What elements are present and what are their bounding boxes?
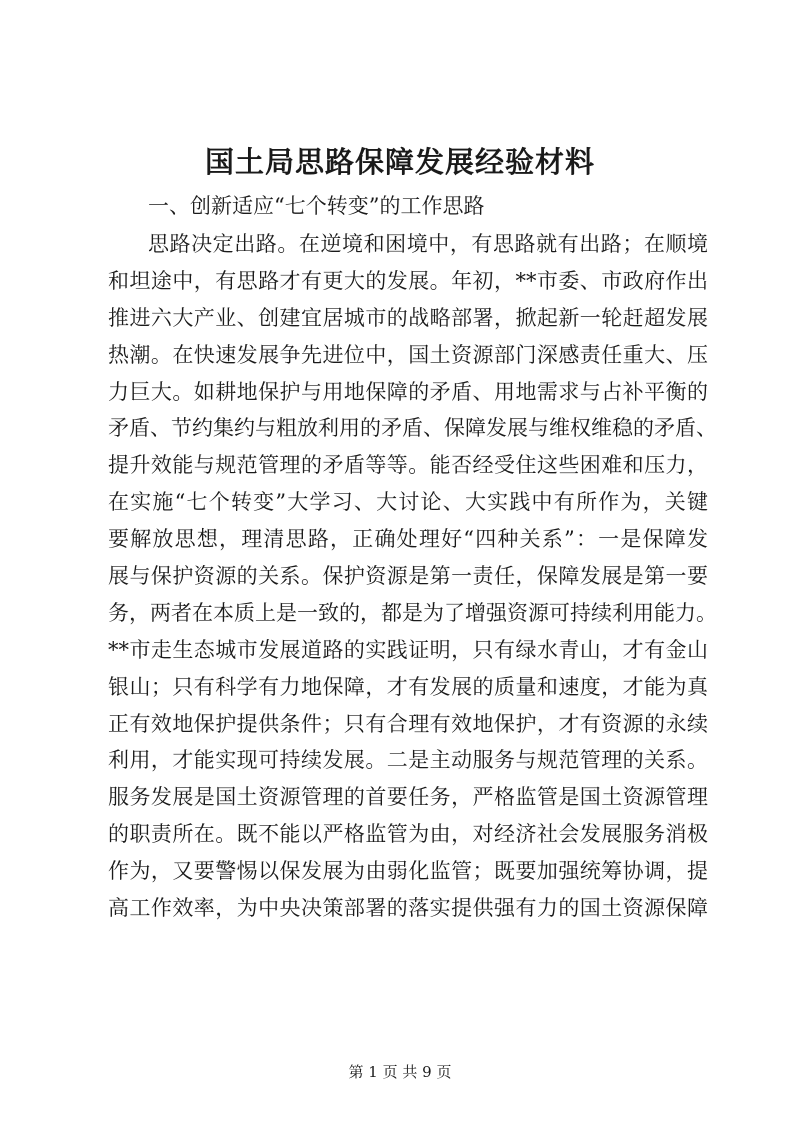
body-line: 银山；只有科学有力地保障，才有发展的质量和速度，才能为真 — [108, 674, 708, 699]
body-line: 正有效地保护提供条件；只有合理有效地保护，才有资源的永续 — [108, 711, 708, 736]
body-line: 力巨大。如耕地保护与用地保障的矛盾、用地需求与占补平衡的 — [108, 379, 708, 404]
document-title: 国土局思路保障发展经验材料 — [204, 145, 595, 179]
body-line: 服务发展是国土资源管理的首要任务，严格监管是国土资源管理 — [108, 785, 708, 810]
body-line: 和坦途中，有思路才有更大的发展。年初，**市委、市政府作出 — [108, 268, 708, 293]
section-heading: 一、创新适应“七个转变”的工作思路 — [148, 194, 485, 218]
body-line: 提升效能与规范管理的矛盾等等。能否经受住这些困难和压力， — [108, 453, 708, 478]
body-line: 作为，又要警惕以保发展为由弱化监管；既要加强统筹协调，提 — [108, 859, 708, 884]
body-line: 务，两者在本质上是一致的，都是为了增强资源可持续利用能力。 — [108, 600, 717, 625]
body-line: 的职责所在。既不能以严格监管为由，对经济社会发展服务消极 — [108, 822, 708, 847]
body-line: 展与保护资源的关系。保护资源是第一责任，保障发展是第一要 — [108, 564, 708, 589]
body-line: 热潮。在快速发展争先进位中，国土资源部门深感责任重大、压 — [108, 342, 708, 367]
body-line: 在实施“七个转变”大学习、大讨论、大实践中有所作为，关键 — [108, 490, 708, 515]
page-footer: 第 1 页 共 9 页 — [348, 1063, 452, 1081]
body-text — [108, 226, 717, 927]
body-line: 思路决定出路。在逆境和困境中，有思路就有出路；在顺境 — [148, 232, 708, 256]
body-line: 要解放思想，理清思路，正确处理好“四种关系”：一是保障发 — [108, 527, 708, 552]
body-line: **市走生态城市发展道路的实践证明，只有绿水青山，才有金山 — [108, 637, 708, 662]
body-line: 利用，才能实现可持续发展。二是主动服务与规范管理的关系。 — [108, 748, 708, 773]
body-line: 高工作效率，为中央决策部署的落实提供强有力的国土资源保障 — [108, 896, 708, 921]
body-line: 矛盾、节约集约与粗放利用的矛盾、保障发展与维权维稳的矛盾、 — [108, 416, 717, 441]
body-line: 推进六大产业、创建宜居城市的战略部署，掀起新一轮赶超发展 — [108, 305, 708, 330]
